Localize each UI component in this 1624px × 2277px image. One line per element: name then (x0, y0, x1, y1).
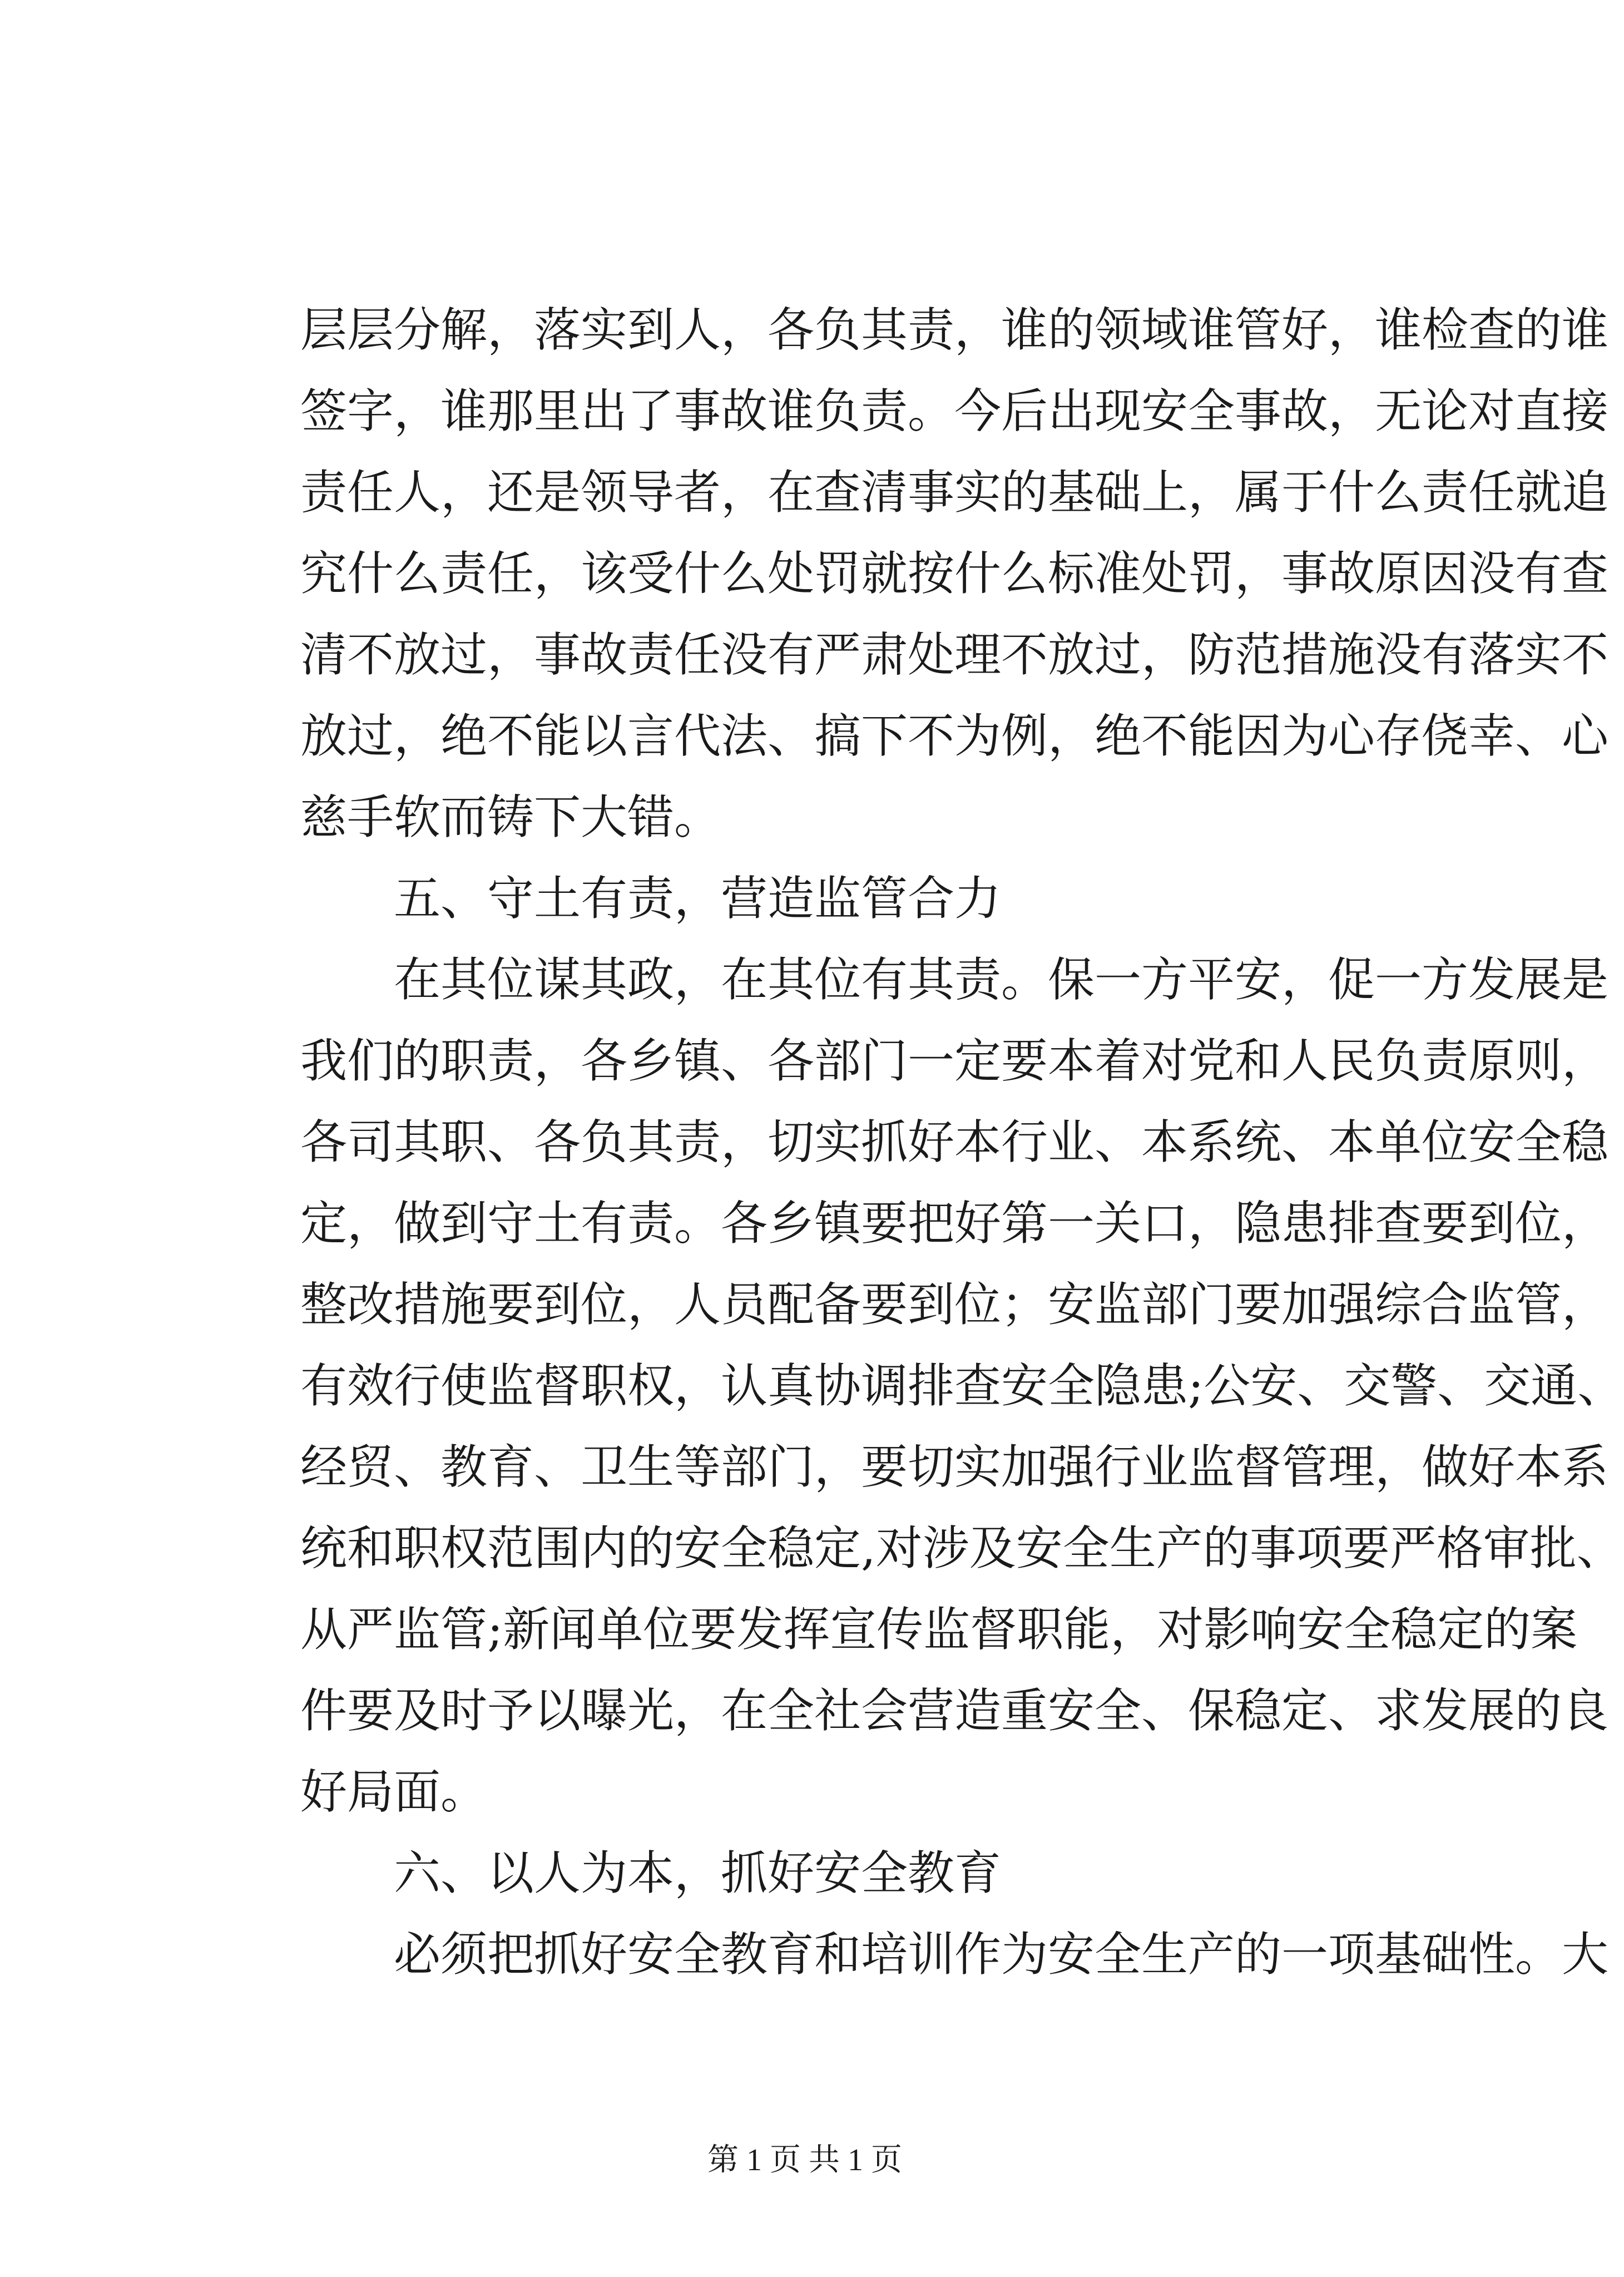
text-line: 统和职权范围内的安全稳定,对涉及安全生产的事项要严格审批、 (300, 1521, 1623, 1575)
text-line: 好局面。 (300, 1765, 488, 1819)
text-line: 我们的职责，各乡镇、各部门一定要本着对党和人民负责原则， (300, 1034, 1609, 1088)
text-line: 件要及时予以曝光，在全社会营造重安全、保稳定、求发展的良 (300, 1683, 1609, 1738)
text-line: 究什么责任，该受什么处罚就按什么标准处罚，事故原因没有查 (300, 546, 1609, 601)
paragraph-first-line: 必须把抓好安全教育和培训作为安全生产的一项基础性。大 (394, 1927, 1609, 1982)
text-line: 清不放过，事故责任没有严肃处理不放过，防范措施没有落实不 (300, 628, 1609, 682)
text-line: 慈手软而铸下大错。 (300, 790, 721, 844)
document-body (300, 289, 1624, 1995)
text-line: 责任人，还是领导者，在查清事实的基础上，属于什么责任就追 (300, 465, 1609, 520)
text-line: 整改措施要到位，人员配备要到位；安监部门要加强综合监管， (300, 1277, 1609, 1332)
text-line: 有效行使监督职权，认真协调排查安全隐患;公安、交警、交通、 (300, 1359, 1624, 1413)
text-line: 定，做到守土有责。各乡镇要把好第一关口，隐患排查要到位， (300, 1196, 1609, 1251)
text-line: 放过，绝不能以言代法、搞下不为例，绝不能因为心存侥幸、心 (300, 709, 1609, 763)
text-line: 各司其职、各负其责，切实抓好本行业、本系统、本单位安全稳 (300, 1115, 1609, 1169)
text-line: 层层分解，落实到人，各负其责，谁的领域谁管好，谁检查的谁 (300, 303, 1609, 357)
page-footer: 第 1 页 共 1 页 (707, 2143, 902, 2177)
section-heading: 五、守土有责，营造监管合力 (394, 871, 1002, 926)
text-line: 经贸、教育、卫生等部门，要切实加强行业监督管理，做好本系 (300, 1440, 1609, 1494)
paragraph-first-line: 在其位谋其政，在其位有其责。保一方平安，促一方发展是 (394, 952, 1609, 1007)
text-line: 签字，谁那里出了事故谁负责。今后出现安全事故，无论对直接 (300, 384, 1609, 438)
section-heading: 六、以人为本，抓好安全教育 (394, 1846, 1002, 1900)
text-line: 从严监管;新闻单位要发挥宣传监督职能，对影响安全稳定的案 (300, 1602, 1578, 1657)
